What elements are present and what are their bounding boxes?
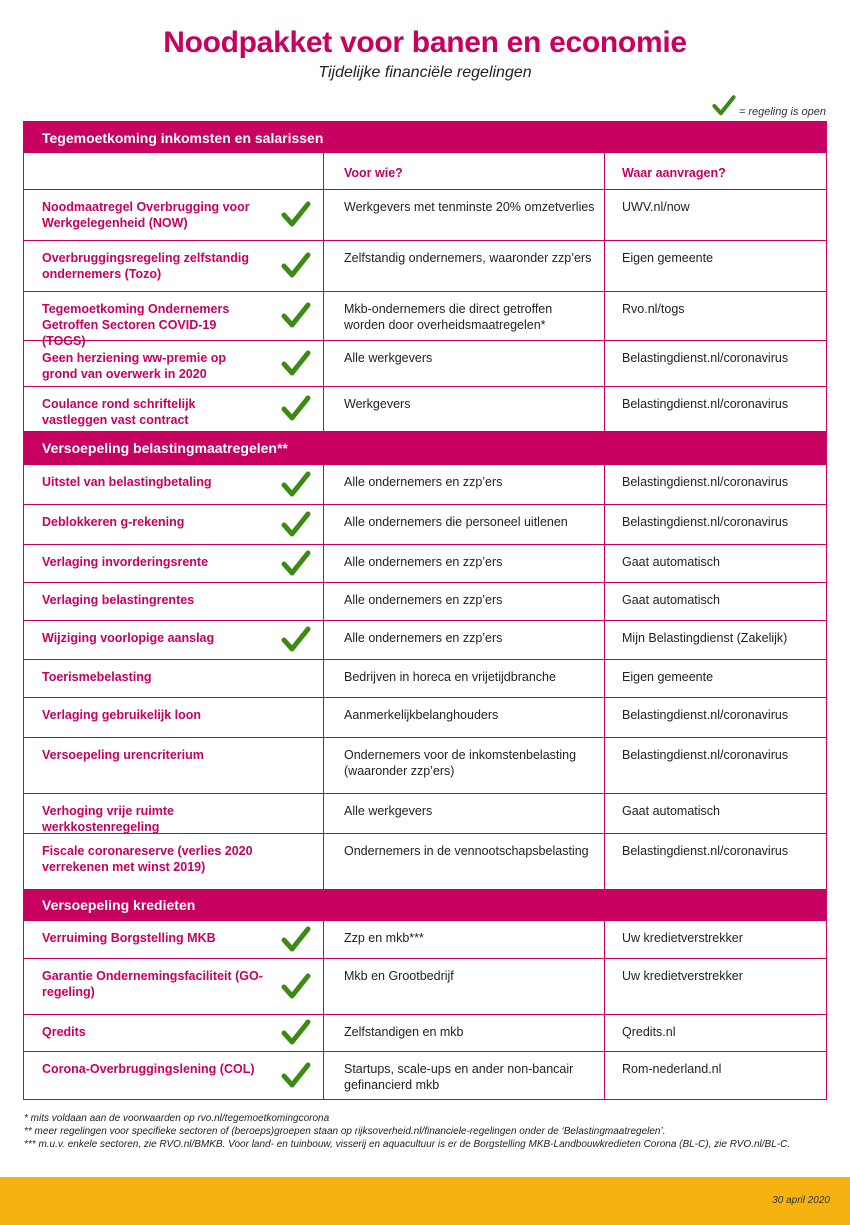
checkmark-icon [281,200,311,230]
table-row [24,504,826,544]
table-row [24,620,826,659]
checkmark-icon [281,394,311,424]
footnote: * mits voldaan aan de voorwaarden op rvo.nl/tegemoetkomingcorona [24,1113,330,1124]
waar-aanvragen-cell: Belastingdienst.nl/coronavirus [622,844,789,858]
waar-aanvragen-cell: Belastingdienst.nl/coronavirus [622,351,789,365]
regeling-name [24,660,324,697]
checkmark-icon [281,625,311,655]
table-row [24,793,826,833]
regeling-name [24,1015,324,1051]
regeling-label: Garantie Ondernemingsfaciliteit (GO-regeling) [42,969,263,999]
table-row [24,340,826,386]
column-header-row [24,153,826,189]
regelingen-table [23,121,827,1100]
checkmark-icon [281,972,311,1002]
table-row [24,582,826,620]
regeling-label: Toerismebelasting [42,670,152,684]
regeling-label: Verhoging vrije ruimte werkkostenregeling [42,804,174,834]
section-header: Versoepeling belastingmaatregelen** [24,431,826,464]
table-row [24,291,826,348]
regeling-label: Verruiming Borgstelling MKB [42,931,216,945]
regeling-name [24,698,324,737]
footer-bar [0,1177,850,1225]
waar-aanvragen-cell: Uw kredietverstrekker [622,931,743,945]
column-header-voor-wie: Voor wie? [324,153,605,189]
regeling-name [24,834,324,889]
table-row [24,833,826,889]
table-row [24,920,826,958]
table-row [24,659,826,697]
regeling-name [24,1052,324,1099]
waar-aanvragen-cell: Belastingdienst.nl/coronavirus [622,748,789,762]
legend [710,94,826,118]
column-header-blank [24,153,324,189]
voor-wie-cell: Zelfstandig ondernemers, waaronder zzp’ers [324,241,605,291]
table-row [24,958,826,1014]
page-title: Noodpakket voor banen en economie [163,26,687,59]
regeling-label: Noodmaatregel Overbrugging voor Werkgelegenheid (NOW) [42,200,250,230]
table-row [24,697,826,737]
regeling-name [24,921,324,958]
voor-wie-cell: Alle ondernemers die personeel uitlenen [324,505,605,544]
table-row [24,386,826,431]
waar-aanvragen-cell: Belastingdienst.nl/coronavirus [622,397,789,411]
waar-aanvragen-cell: Gaat automatisch [622,555,720,569]
regeling-label: Verlaging invorderingsrente [42,555,209,569]
regeling-name [24,387,324,431]
waar-aanvragen-cell: Gaat automatisch [622,804,720,818]
regeling-name [24,794,324,833]
regeling-label: Verlaging belastingrentes [42,593,195,607]
checkmark-icon [281,549,311,579]
voor-wie-cell: Aanmerkelijkbelanghouders [324,698,605,737]
waar-aanvragen-cell: Uw kredietverstrekker [622,969,743,983]
legend-text: = regeling is open [738,106,826,118]
checkmark-icon [281,470,311,500]
regeling-name [24,545,324,582]
checkmark-icon [281,1018,311,1048]
checkmark-icon [710,94,738,118]
regeling-name [24,292,324,348]
waar-aanvragen-cell: Belastingdienst.nl/coronavirus [622,475,789,489]
waar-aanvragen-cell: Eigen gemeente [622,670,714,684]
waar-aanvragen-cell: Rom-nederland.nl [622,1062,722,1076]
footnote: *** m.u.v. enkele sectoren, zie RVO.nl/BMKB. Voor land- en tuinbouw, visserij en aquacultuur is er de Borgstelling MKB-Landbouwkredieten Corona (BL-C), zie RVO.nl/BL-C. [24,1139,791,1150]
regeling-label: Wijziging voorlopige aanslag [42,631,215,645]
regeling-name [24,241,324,291]
regeling-name [24,583,324,620]
page-subtitle: Tijdelijke financiële regelingen [318,64,532,81]
regeling-label: Uitstel van belastingbetaling [42,475,212,489]
regeling-name [24,959,324,1014]
regeling-label: Deblokkeren g-rekening [42,515,185,529]
voor-wie-cell: Ondernemers voor de inkomstenbelasting (waaronder zzp’ers) [324,738,605,793]
regeling-label: Qredits [42,1025,86,1039]
checkmark-icon [281,349,311,379]
voor-wie-cell: Zzp en mkb*** [324,921,605,958]
regeling-name [24,341,324,386]
voor-wie-cell: Alle werkgevers [324,794,605,833]
voor-wie-cell: Alle ondernemers en zzp’ers [324,583,605,620]
waar-aanvragen-cell: Mijn Belastingdienst (Zakelijk) [622,631,788,645]
waar-aanvragen-cell: Eigen gemeente [622,251,714,265]
regeling-label: Versoepeling urencriterium [42,748,204,762]
regeling-label: Corona-Overbruggingslening (COL) [42,1062,255,1076]
voor-wie-cell: Werkgevers [324,387,605,431]
voor-wie-cell: Alle ondernemers en zzp’ers [324,545,605,582]
regeling-label: Coulance rond schriftelijk vastleggen vast contract [42,397,196,427]
voor-wie-cell: Alle ondernemers en zzp’ers [324,465,605,504]
voor-wie-cell: Ondernemers in de vennootschapsbelasting [324,834,605,889]
regeling-label: Fiscale coronareserve (verlies 2020 verrekenen met winst 2019) [42,844,253,874]
checkmark-icon [281,1061,311,1091]
table-row [24,737,826,793]
waar-aanvragen-cell: Rvo.nl/togs [622,302,685,316]
voor-wie-cell: Bedrijven in horeca en vrijetijdbranche [324,660,605,697]
section-header: Tegemoetkoming inkomsten en salarissen [24,122,826,153]
voor-wie-cell: Alle werkgevers [324,341,605,386]
checkmark-icon [281,510,311,540]
regeling-label: Overbruggingsregeling zelfstandig ondernemers (Tozo) [42,251,249,281]
regeling-name [24,465,324,504]
voor-wie-cell: Mkb en Grootbedrijf [324,959,605,1014]
table-row [24,544,826,582]
voor-wie-cell: Mkb-ondernemers die direct getroffen worden door overheidsmaatregelen* [324,292,605,340]
regeling-name [24,738,324,793]
checkmark-icon [281,251,311,281]
footer-date: 30 april 2020 [772,1195,830,1206]
table-row [24,464,826,504]
table-row [24,189,826,240]
section-header: Versoepeling kredieten [24,889,826,920]
table-row [24,1051,826,1099]
table-row [24,1014,826,1051]
voor-wie-cell: Startups, scale-ups en ander non-bancair gefinancierd mkb [324,1052,605,1099]
table-row [24,240,826,291]
footnote: ** meer regelingen voor specifieke sectoren of (beroeps)groepen staan op rijksoverheid.nl/financiele-regelingen onder de ‘Belastingmaatregelen’. [24,1126,666,1137]
voor-wie-cell: Zelfstandigen en mkb [324,1015,605,1051]
regeling-name [24,621,324,659]
waar-aanvragen-cell: UWV.nl/now [622,200,690,214]
waar-aanvragen-cell: Qredits.nl [622,1025,676,1039]
regeling-name [24,505,324,544]
waar-aanvragen-cell: Belastingdienst.nl/coronavirus [622,515,789,529]
regeling-label: Geen herziening ww-premie op grond van overwerk in 2020 [42,351,227,381]
checkmark-icon [281,301,311,331]
regeling-name [24,190,324,240]
voor-wie-cell: Werkgevers met tenminste 20% omzetverlies [324,190,605,240]
regeling-label: Verlaging gebruikelijk loon [42,708,202,722]
column-header-waar: Waar aanvragen? [622,166,726,180]
footnotes [24,1112,790,1151]
waar-aanvragen-cell: Gaat automatisch [622,593,720,607]
checkmark-icon [281,925,311,955]
voor-wie-cell: Alle ondernemers en zzp’ers [324,621,605,659]
waar-aanvragen-cell: Belastingdienst.nl/coronavirus [622,708,789,722]
regeling-label: Tegemoetkoming Ondernemers Getroffen Sectoren COVID-19 (TOGS) [42,302,230,348]
